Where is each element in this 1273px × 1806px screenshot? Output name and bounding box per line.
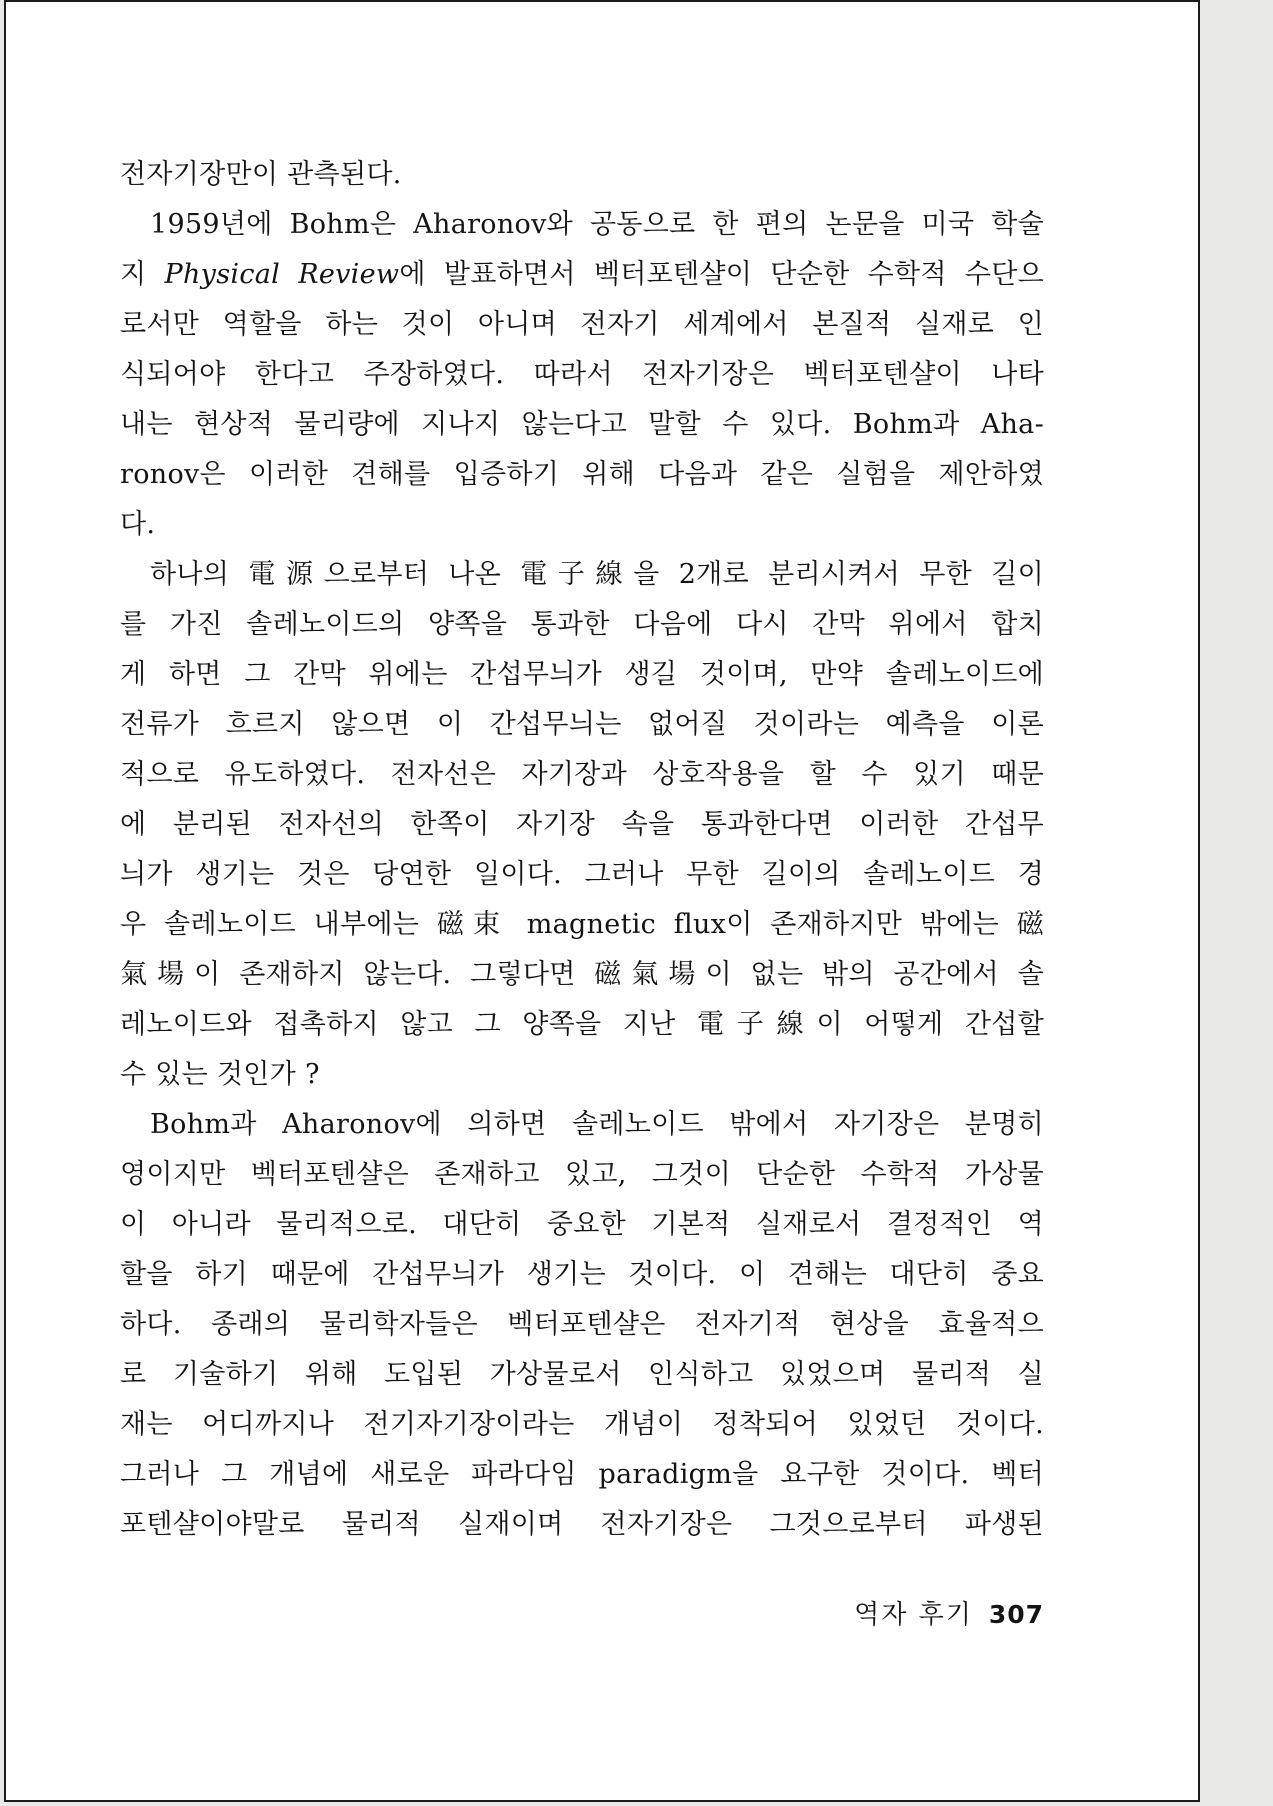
footer-page-number: 307: [988, 1600, 1044, 1629]
text-line: 영이지만 벡터포텐샬은 존재하고 있고, 그것이 단순한 수학적 가상물: [120, 1159, 1044, 1190]
text-line: 다.: [120, 509, 156, 540]
text-line: 하나의 電源으로부터 나온 電子線을 2개로 분리시켜서 무한 길이: [150, 559, 1044, 590]
text-line: 늬가 생기는 것은 당연한 일이다. 그러나 무한 길이의 솔레노이드 경: [120, 859, 1044, 890]
text-line: 氣場이 존재하지 않는다. 그렇다면 磁氣場이 없는 밖의 공간에서 솔: [120, 959, 1044, 990]
text-line: 전자기장만이 관측된다.: [120, 159, 402, 190]
text-line: 재는 어디까지나 전기자기장이라는 개념이 정착되어 있었던 것이다.: [120, 1409, 1044, 1440]
text-line: 이 아니라 물리적으로. 대단히 중요한 기본적 실재로서 결정적인 역: [120, 1209, 1044, 1240]
text-line: 할을 하기 때문에 간섭무늬가 생기는 것이다. 이 견해는 대단히 중요: [120, 1259, 1044, 1290]
body-text: [120, 150, 1044, 1550]
text-line: 하다. 종래의 물리학자들은 벡터포텐샬은 전자기적 현상을 효율적으: [120, 1309, 1044, 1340]
text-line: 게 하면 그 간막 위에는 간섭무늬가 생길 것이며, 만약 솔레노이드에: [120, 659, 1044, 690]
text-line: 로 기술하기 위해 도입된 가상물로서 인식하고 있었으며 물리적 실: [120, 1359, 1044, 1390]
book-page: [4, 0, 1200, 1802]
text-line: 적으로 유도하였다. 전자선은 자기장과 상호작용을 할 수 있기 때문: [120, 759, 1044, 790]
text-line: 수 있는 것인가 ?: [120, 1059, 320, 1090]
text-line: 1959년에 Bohm은 Aharonov와 공동으로 한 편의 논문을 미국 학술: [150, 209, 1044, 240]
text-line: Bohm과 Aharonov에 의하면 솔레노이드 밖에서 자기장은 분명히: [150, 1109, 1044, 1140]
text-line: 식되어야 한다고 주장하였다. 따라서 전자기장은 벡터포텐샬이 나타: [120, 359, 1044, 390]
text-line: ronov은 이러한 견해를 입증하기 위해 다음과 같은 실험을 제안하였: [120, 459, 1044, 490]
text-line: 지 Physical Review에 발표하면서 벡터포텐샬이 단순한 수학적 수단으: [120, 259, 1045, 290]
text-line: 전류가 흐르지 않으면 이 간섭무늬는 없어질 것이라는 예측을 이론: [120, 709, 1044, 740]
text-line: 레노이드와 접촉하지 않고 그 양쪽을 지난 電子線이 어떻게 간섭할: [120, 1009, 1044, 1040]
text-line: 포텐샬이야말로 물리적 실재이며 전자기장은 그것으로부터 파생된: [120, 1509, 1044, 1540]
text-line: 우 솔레노이드 내부에는 磁束 magnetic flux이 존재하지만 밖에는 磁: [120, 909, 1044, 940]
text-line: 를 가진 솔레노이드의 양쪽을 통과한 다음에 다시 간막 위에서 합치: [120, 609, 1044, 640]
page-footer: [120, 1594, 1044, 1631]
footer-section-label: 역자 후기: [854, 1600, 973, 1630]
text-line: 내는 현상적 물리량에 지나지 않는다고 말할 수 있다. Bohm과 Aha-: [120, 409, 1044, 440]
text-line: 그러나 그 개념에 새로운 파라다임 paradigm을 요구한 것이다. 벡터: [120, 1459, 1044, 1490]
text-line: 에 분리된 전자선의 한쪽이 자기장 속을 통과한다면 이러한 간섭무: [120, 809, 1044, 840]
text-line: 로서만 역할을 하는 것이 아니며 전자기 세계에서 본질적 실재로 인: [120, 309, 1044, 340]
